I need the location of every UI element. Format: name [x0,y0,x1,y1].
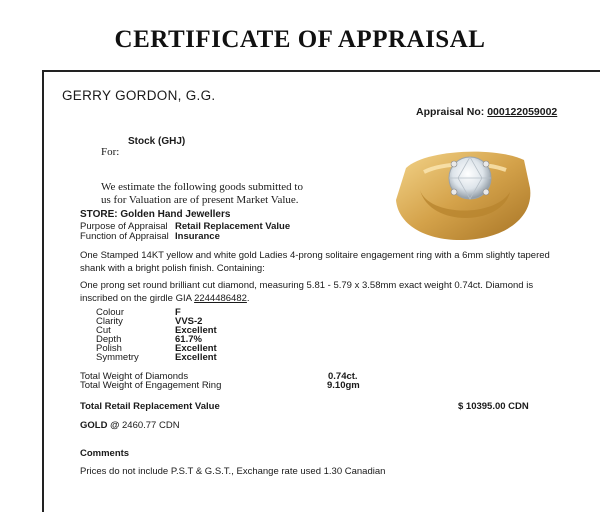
ring-description: One Stamped 14KT yellow and white gold Ladies 4-prong solitaire engagement ring with a 6mm slightly tapered shank with a bright polish finish. Containing: [80,250,550,274]
for-label: For: [101,146,120,158]
function-label: Function of Appraisal [80,231,169,242]
appraisal-number-value: 000122059002 [487,106,558,118]
function-value: Insurance [175,231,220,242]
total-retail-label: Total Retail Replacement Value [80,401,220,412]
comments-label: Comments [80,448,130,459]
spec-label: Cut [96,325,111,336]
spec-label: Polish [96,343,122,354]
purpose-label: Purpose of Appraisal [80,221,168,232]
gold-label: GOLD @ [80,420,120,431]
total-diamonds-label: Total Weight of Diamonds [80,371,189,382]
ring-photo [384,128,536,246]
gia-number: 2244486482 [194,292,247,304]
total-ring-value: 9.10gm [327,380,360,391]
store-name: STORE: Golden Hand Jewellers [80,209,231,220]
spec-value: F [175,307,181,318]
spec-value: Excellent [175,343,217,354]
spec-value: Excellent [175,352,217,363]
purpose-value: Retail Replacement Value [175,221,291,232]
total-diamonds-value: 0.74ct. [328,371,358,382]
estimate-statement [101,181,303,207]
certificate-title: CERTIFICATE OF APPRAISAL [114,26,486,53]
spec-label: Depth [96,334,122,345]
spec-value: VVS-2 [175,316,203,327]
total-retail-value: $ 10395.00 CDN [458,401,529,412]
appraisal-number-label: Appraisal No: [416,106,485,118]
spec-label: Symmetry [96,352,139,363]
appraisal-number [416,106,557,118]
total-ring-label: Total Weight of Engagement Ring [80,380,222,391]
diamond-description [80,280,550,305]
gia-suffix: . [246,292,250,304]
for-value: Stock (GHJ) [128,136,186,147]
estimate-line-2: us for Valuation are of present Market Value. [101,194,299,206]
comments-text: Prices do not include P.S.T & G.S.T., Exchange rate used 1.30 Canadian [80,466,386,477]
gold-value: 2460.77 CDN [122,420,180,431]
estimate-line-1: We estimate the following goods submitted to [101,181,303,193]
spec-value: Excellent [175,325,217,336]
gold-price [80,420,180,431]
spec-label: Colour [96,307,124,318]
spec-value: 61.7% [175,334,202,345]
diamond-text: One prong set round brilliant cut diamond, measuring 5.81 - 5.79 x 3.58mm exact weight 0.74ct. Diamond is inscribed on the girdle GIA [80,280,534,304]
spec-label: Clarity [96,316,123,327]
appraiser-name: GERRY GORDON, G.G. [62,88,216,103]
